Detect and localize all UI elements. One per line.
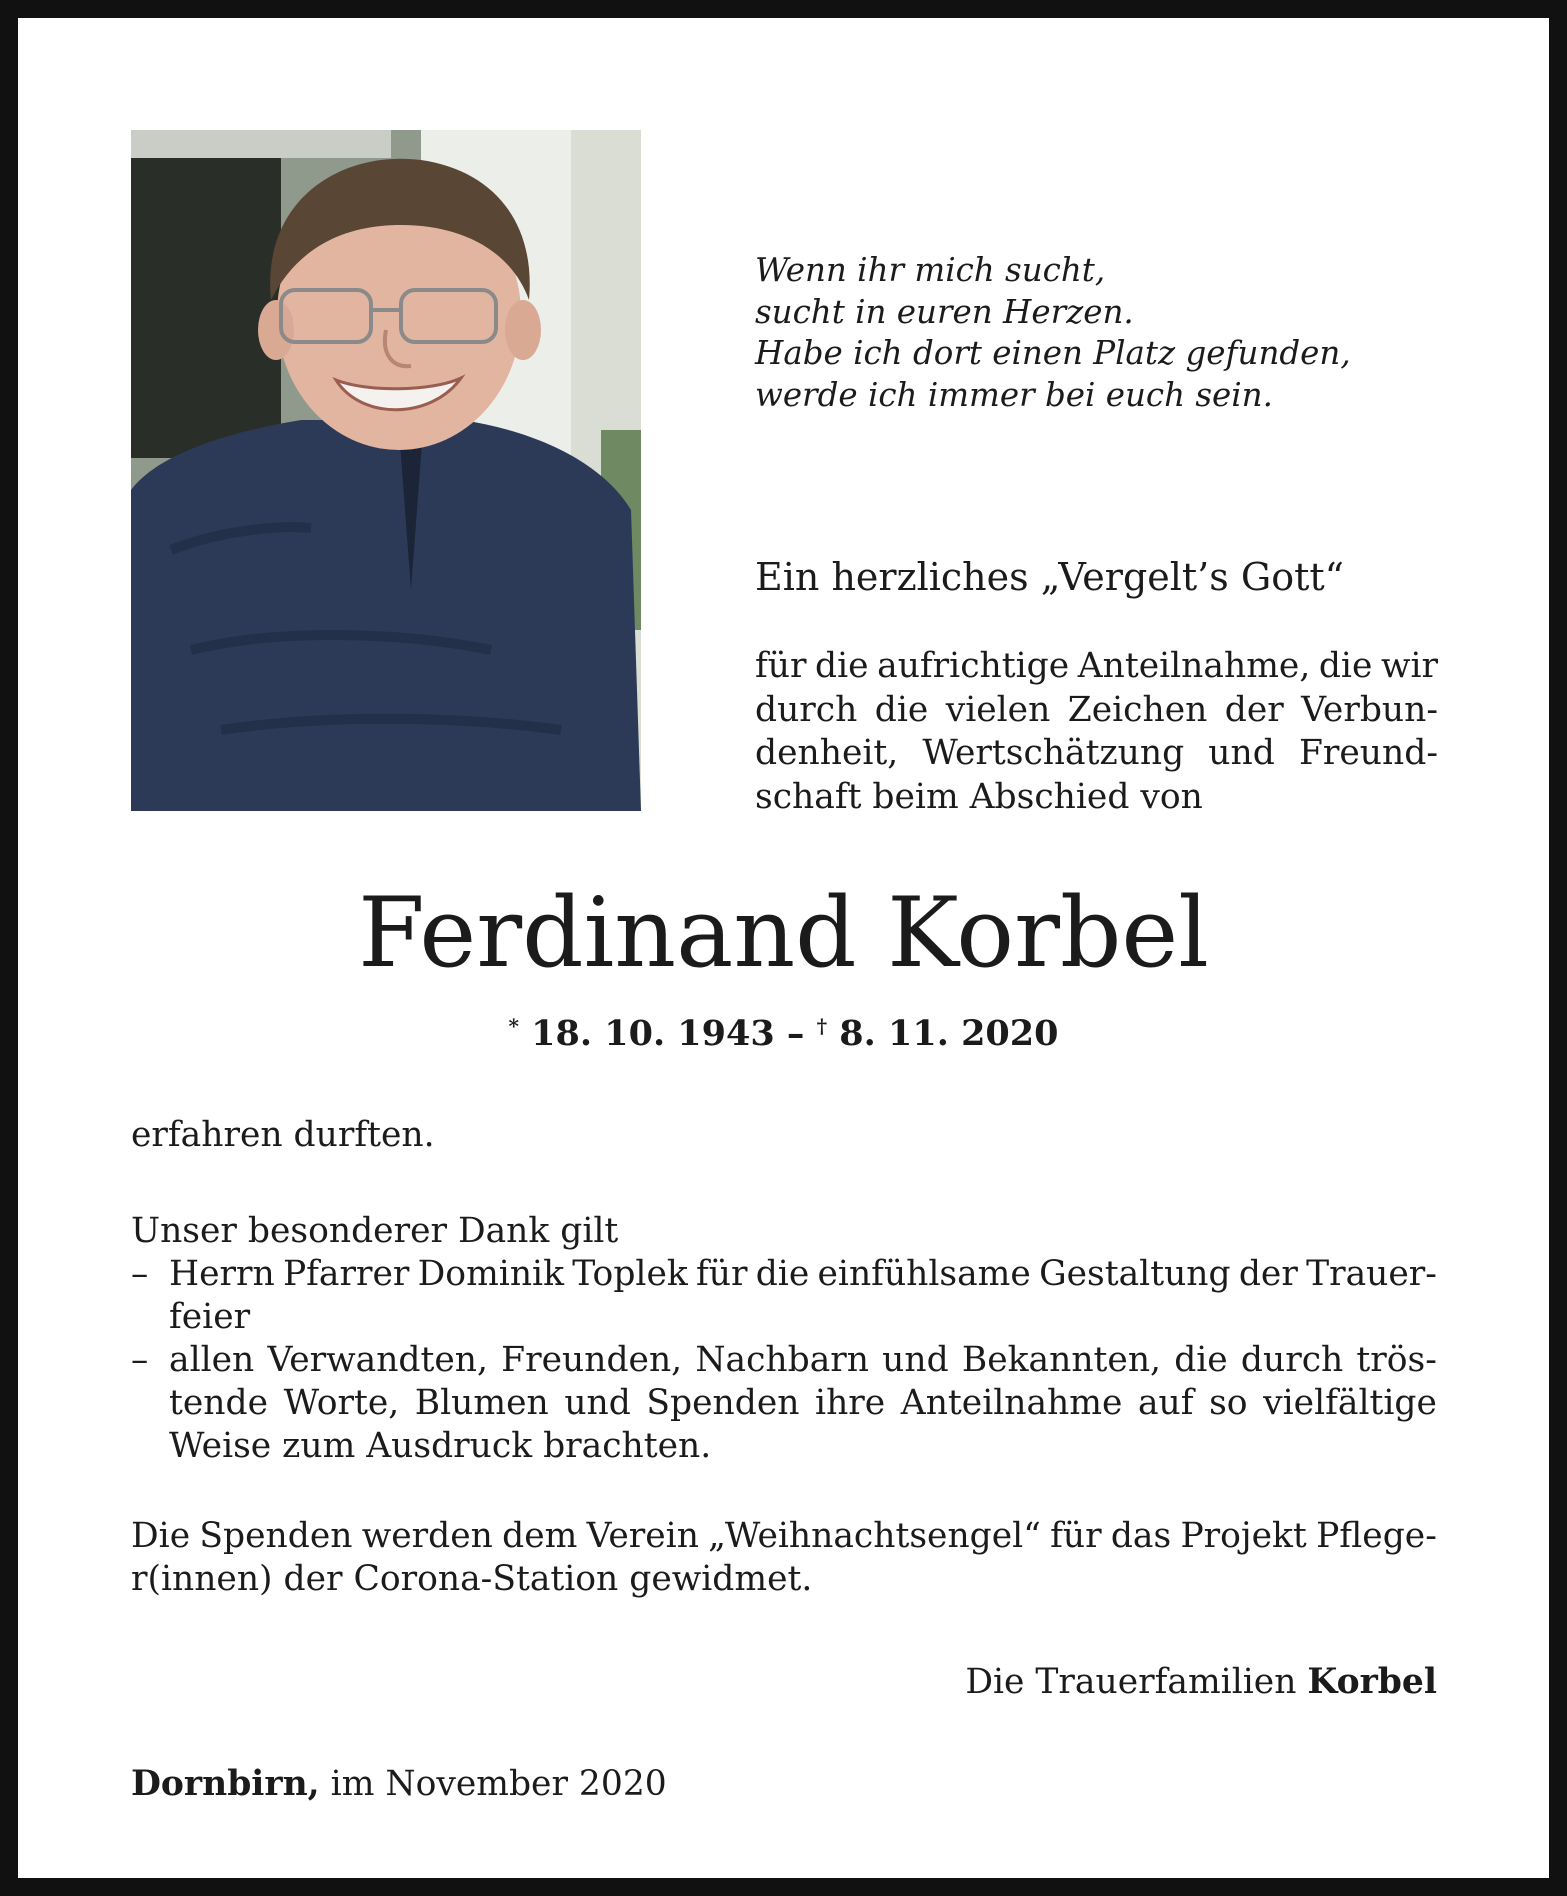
place-city: Dornbirn, (131, 1764, 320, 1804)
signature-prefix: Die Trauerfamilien (965, 1662, 1297, 1702)
death-symbol: † (816, 1014, 828, 1038)
thanks-line-1: für die aufrichtige Anteilnahme, die wir (755, 646, 1438, 686)
place-date (131, 1761, 667, 1807)
donation-line-1: Die Spenden werden dem Verein „Weihnachtsengel“ für das Projekt Pflege- (131, 1516, 1437, 1556)
thanks-line-2: durch die vielen Zeichen der Verbun- (755, 689, 1438, 730)
portrait-photo-icon (131, 130, 641, 811)
donation-line-2: r(innen) der Corona-Station gewidmet. (131, 1559, 813, 1599)
signature (965, 1659, 1437, 1705)
thanks-line-4: schaft beim Abschied von (755, 776, 1203, 817)
list-item-line: feier (169, 1297, 251, 1337)
special-thanks (131, 1210, 1437, 1468)
date-separator: – (786, 1013, 805, 1054)
donation-note (131, 1515, 1437, 1601)
list-item-line: Weise zum Ausdruck brachten. (169, 1426, 712, 1466)
dank-intro: Unser besonderer Dank gilt (131, 1211, 619, 1251)
life-dates (0, 1003, 1567, 1057)
list-dash: – (131, 1340, 149, 1380)
list-item-line: Herrn Pfarrer Dominik Toplek für die einfühlsame Gestaltung der Trauer- (169, 1254, 1437, 1294)
list-dash: – (131, 1254, 149, 1294)
list-item-line: tende Worte, Blumen und Spenden ihre Anteilnahme auf so vielfältige (169, 1383, 1437, 1423)
birth-symbol: * (508, 1014, 519, 1038)
deceased-name: Ferdinand Korbel (358, 877, 1209, 989)
poem-line: Wenn ihr mich sucht, (755, 251, 1106, 289)
poem-line: werde ich immer bei euch sein. (755, 375, 1273, 414)
thanks-heading: Ein herzliches „Vergelt’s Gott“ (755, 555, 1345, 599)
place-month: im November 2020 (330, 1764, 667, 1804)
thanks-line-3: denheit, Wertschätzung und Freund- (755, 733, 1438, 773)
signature-family: Korbel (1307, 1662, 1437, 1702)
birth-date: 18. 10. 1943 (531, 1013, 775, 1054)
list-item-line: allen Verwandten, Freunden, Nachbarn und Bekannten, die durch trös- (169, 1340, 1437, 1380)
list-item (131, 1339, 1437, 1468)
death-date: 8. 11. 2020 (839, 1013, 1059, 1054)
continuation-text (131, 1114, 1437, 1157)
thanks-paragraph (755, 645, 1438, 819)
poem-line: Habe ich dort einen Platz gefunden, (755, 334, 1351, 372)
poem (755, 250, 1455, 416)
continuation-line: erfahren durften. (131, 1115, 435, 1155)
portrait-photo (131, 130, 641, 811)
poem-line: sucht in euren Herzen. (755, 292, 1134, 331)
list-item (131, 1253, 1437, 1339)
